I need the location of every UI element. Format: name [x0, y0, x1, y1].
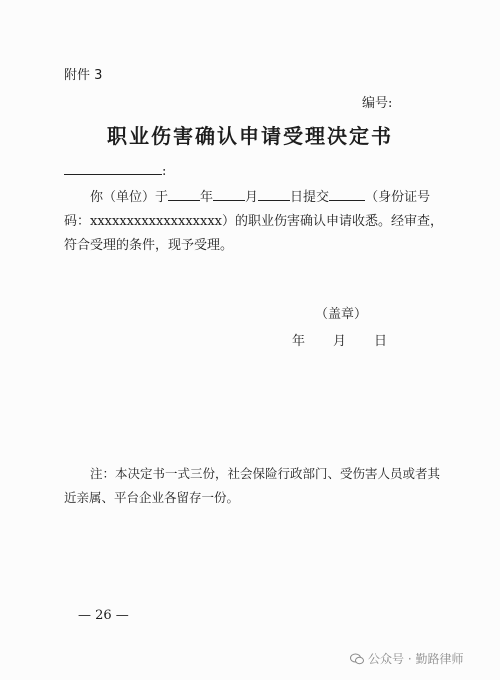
month-label: 月: [245, 190, 259, 205]
body-paragraph: [64, 186, 444, 258]
attachment-label: 附件 3: [64, 68, 103, 83]
day-submit-label: 日提交: [290, 190, 330, 205]
seal-label: （盖章）: [315, 307, 368, 322]
day-blank: [258, 188, 290, 201]
year-label: 年: [200, 190, 214, 205]
id-number: xxxxxxxxxxxxxxxxxx: [90, 214, 222, 229]
date-day: 日: [374, 334, 388, 349]
recipient-colon: :: [162, 164, 167, 179]
month-blank: [213, 188, 245, 201]
year-blank: [168, 188, 200, 201]
id-open-label: （身份证号码：: [64, 190, 431, 229]
date-line: [292, 330, 387, 349]
page-number: — 26 —: [78, 608, 129, 623]
recipient-line: [64, 162, 166, 179]
note-paragraph: 注：本决定书一式三份，社会保险行政部门、受伤害人员或者其近亲属、平台企业各留存一份。: [64, 466, 441, 505]
wechat-icon: [350, 653, 364, 665]
date-year: 年: [292, 334, 306, 349]
name-blank: [329, 188, 365, 201]
document-number-label: 编号:: [362, 96, 393, 111]
document-title: 职业伤害确认申请受理决定书: [107, 124, 393, 148]
body-text-end: ）的职业伤害确认申请收悉。经审查，符合受理的条件，现予受理。: [64, 214, 443, 253]
watermark-text: 公众号 · 勤路律师: [368, 652, 464, 666]
date-month: 月: [333, 334, 347, 349]
watermark: [350, 650, 463, 667]
body-text-start: 你（单位）于: [90, 190, 169, 205]
recipient-blank: [64, 162, 162, 175]
